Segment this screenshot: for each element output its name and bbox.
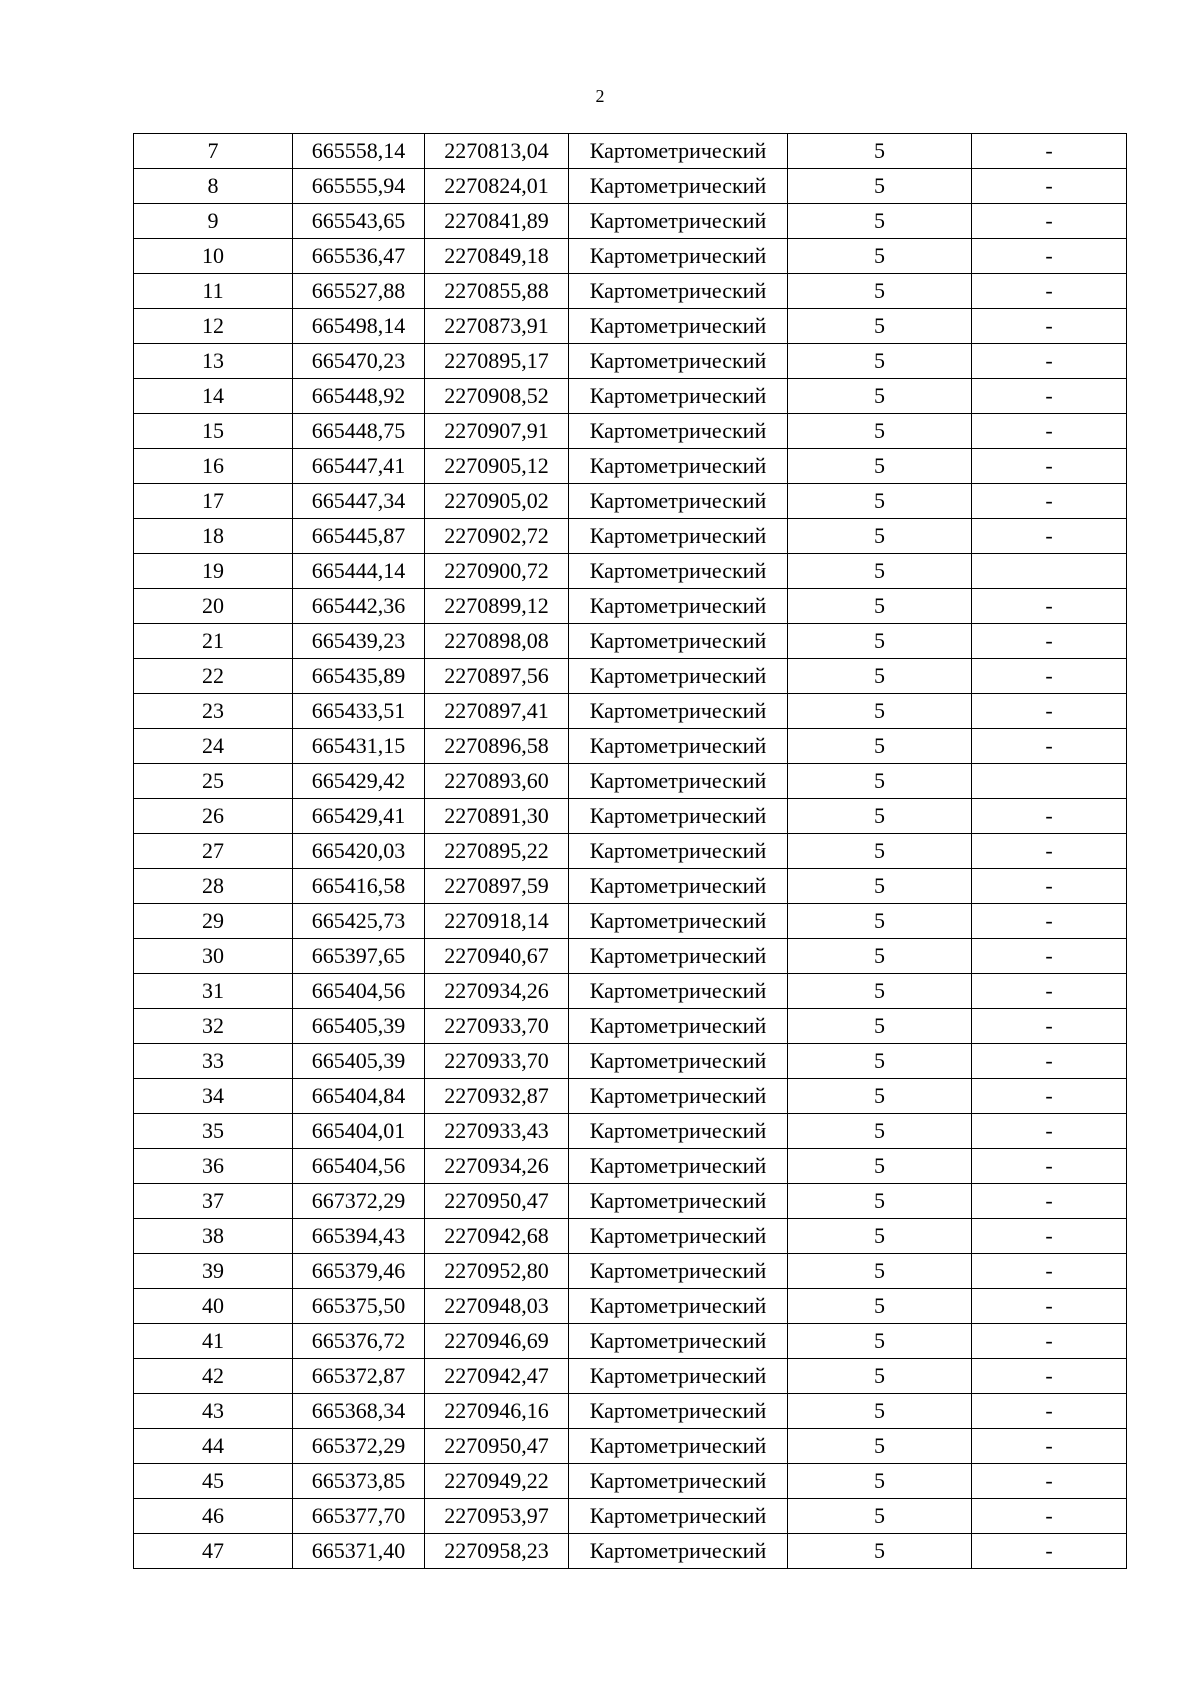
note-cell: -: [972, 1114, 1127, 1149]
x-coordinate-cell: 665442,36: [293, 589, 425, 624]
point-number-cell: 9: [134, 204, 293, 239]
accuracy-cell: 5: [788, 799, 972, 834]
x-coordinate-cell: 665397,65: [293, 939, 425, 974]
accuracy-cell: 5: [788, 519, 972, 554]
y-coordinate-cell: 2270940,67: [425, 939, 569, 974]
note-cell: -: [972, 519, 1127, 554]
x-coordinate-cell: 665368,34: [293, 1394, 425, 1429]
coordinates-table: [133, 133, 1127, 1569]
x-coordinate-cell: 665429,42: [293, 764, 425, 799]
method-cell: Картометрический: [569, 904, 788, 939]
point-number-cell: 36: [134, 1149, 293, 1184]
accuracy-cell: 5: [788, 1394, 972, 1429]
accuracy-cell: 5: [788, 1464, 972, 1499]
x-coordinate-cell: 665439,23: [293, 624, 425, 659]
x-coordinate-cell: 665445,87: [293, 519, 425, 554]
x-coordinate-cell: 665372,29: [293, 1429, 425, 1464]
note-cell: -: [972, 274, 1127, 309]
x-coordinate-cell: 665555,94: [293, 169, 425, 204]
accuracy-cell: 5: [788, 449, 972, 484]
x-coordinate-cell: 665404,84: [293, 1079, 425, 1114]
x-coordinate-cell: 665527,88: [293, 274, 425, 309]
table-row: [134, 484, 1127, 519]
y-coordinate-cell: 2270824,01: [425, 169, 569, 204]
y-coordinate-cell: 2270952,80: [425, 1254, 569, 1289]
y-coordinate-cell: 2270841,89: [425, 204, 569, 239]
note-cell: [972, 554, 1127, 589]
y-coordinate-cell: 2270895,17: [425, 344, 569, 379]
x-coordinate-cell: 665405,39: [293, 1044, 425, 1079]
accuracy-cell: 5: [788, 974, 972, 1009]
x-coordinate-cell: 665371,40: [293, 1534, 425, 1569]
point-number-cell: 35: [134, 1114, 293, 1149]
accuracy-cell: 5: [788, 659, 972, 694]
y-coordinate-cell: 2270898,08: [425, 624, 569, 659]
point-number-cell: 12: [134, 309, 293, 344]
accuracy-cell: 5: [788, 939, 972, 974]
point-number-cell: 39: [134, 1254, 293, 1289]
note-cell: -: [972, 1009, 1127, 1044]
table-row: [134, 134, 1127, 169]
x-coordinate-cell: 667372,29: [293, 1184, 425, 1219]
y-coordinate-cell: 2270918,14: [425, 904, 569, 939]
accuracy-cell: 5: [788, 834, 972, 869]
y-coordinate-cell: 2270946,16: [425, 1394, 569, 1429]
y-coordinate-cell: 2270899,12: [425, 589, 569, 624]
note-cell: -: [972, 204, 1127, 239]
accuracy-cell: 5: [788, 554, 972, 589]
point-number-cell: 13: [134, 344, 293, 379]
accuracy-cell: 5: [788, 1009, 972, 1044]
x-coordinate-cell: 665405,39: [293, 1009, 425, 1044]
accuracy-cell: 5: [788, 1044, 972, 1079]
note-cell: -: [972, 379, 1127, 414]
x-coordinate-cell: 665420,03: [293, 834, 425, 869]
note-cell: [972, 764, 1127, 799]
y-coordinate-cell: 2270891,30: [425, 799, 569, 834]
point-number-cell: 20: [134, 589, 293, 624]
method-cell: Картометрический: [569, 344, 788, 379]
accuracy-cell: 5: [788, 1499, 972, 1534]
accuracy-cell: 5: [788, 1429, 972, 1464]
table-row: [134, 1394, 1127, 1429]
point-number-cell: 10: [134, 239, 293, 274]
table-row: [134, 1149, 1127, 1184]
x-coordinate-cell: 665404,56: [293, 974, 425, 1009]
y-coordinate-cell: 2270893,60: [425, 764, 569, 799]
accuracy-cell: 5: [788, 134, 972, 169]
table-row: [134, 169, 1127, 204]
note-cell: -: [972, 414, 1127, 449]
method-cell: Картометрический: [569, 1324, 788, 1359]
accuracy-cell: 5: [788, 1289, 972, 1324]
note-cell: -: [972, 1044, 1127, 1079]
y-coordinate-cell: 2270942,68: [425, 1219, 569, 1254]
method-cell: Картометрический: [569, 134, 788, 169]
table-row: [134, 1254, 1127, 1289]
y-coordinate-cell: 2270897,41: [425, 694, 569, 729]
note-cell: -: [972, 1149, 1127, 1184]
x-coordinate-cell: 665377,70: [293, 1499, 425, 1534]
accuracy-cell: 5: [788, 274, 972, 309]
y-coordinate-cell: 2270897,59: [425, 869, 569, 904]
table-row: [134, 1324, 1127, 1359]
note-cell: -: [972, 1254, 1127, 1289]
x-coordinate-cell: 665425,73: [293, 904, 425, 939]
y-coordinate-cell: 2270934,26: [425, 974, 569, 1009]
table-row: [134, 1044, 1127, 1079]
accuracy-cell: 5: [788, 1149, 972, 1184]
table-row: [134, 799, 1127, 834]
accuracy-cell: 5: [788, 239, 972, 274]
accuracy-cell: 5: [788, 1184, 972, 1219]
y-coordinate-cell: 2270905,02: [425, 484, 569, 519]
note-cell: -: [972, 799, 1127, 834]
method-cell: Картометрический: [569, 939, 788, 974]
note-cell: -: [972, 449, 1127, 484]
accuracy-cell: 5: [788, 1219, 972, 1254]
method-cell: Картометрический: [569, 379, 788, 414]
method-cell: Картометрический: [569, 449, 788, 484]
point-number-cell: 8: [134, 169, 293, 204]
table-row: [134, 1359, 1127, 1394]
x-coordinate-cell: 665536,47: [293, 239, 425, 274]
accuracy-cell: 5: [788, 309, 972, 344]
method-cell: Картометрический: [569, 764, 788, 799]
x-coordinate-cell: 665447,41: [293, 449, 425, 484]
point-number-cell: 16: [134, 449, 293, 484]
point-number-cell: 21: [134, 624, 293, 659]
accuracy-cell: 5: [788, 1079, 972, 1114]
method-cell: Картометрический: [569, 1184, 788, 1219]
method-cell: Картометрический: [569, 834, 788, 869]
point-number-cell: 18: [134, 519, 293, 554]
method-cell: Картометрический: [569, 239, 788, 274]
y-coordinate-cell: 2270958,23: [425, 1534, 569, 1569]
x-coordinate-cell: 665431,15: [293, 729, 425, 764]
x-coordinate-cell: 665558,14: [293, 134, 425, 169]
accuracy-cell: 5: [788, 344, 972, 379]
x-coordinate-cell: 665448,92: [293, 379, 425, 414]
table-row: [134, 659, 1127, 694]
y-coordinate-cell: 2270905,12: [425, 449, 569, 484]
y-coordinate-cell: 2270950,47: [425, 1184, 569, 1219]
point-number-cell: 24: [134, 729, 293, 764]
x-coordinate-cell: 665376,72: [293, 1324, 425, 1359]
point-number-cell: 29: [134, 904, 293, 939]
note-cell: -: [972, 1534, 1127, 1569]
page-number: 2: [595, 86, 605, 106]
method-cell: Картометрический: [569, 1464, 788, 1499]
table-row: [134, 1114, 1127, 1149]
note-cell: -: [972, 344, 1127, 379]
x-coordinate-cell: 665375,50: [293, 1289, 425, 1324]
accuracy-cell: 5: [788, 729, 972, 764]
accuracy-cell: 5: [788, 414, 972, 449]
accuracy-cell: 5: [788, 694, 972, 729]
table-row: [134, 1499, 1127, 1534]
table-row: [134, 309, 1127, 344]
y-coordinate-cell: 2270932,87: [425, 1079, 569, 1114]
point-number-cell: 33: [134, 1044, 293, 1079]
point-number-cell: 25: [134, 764, 293, 799]
method-cell: Картометрический: [569, 1429, 788, 1464]
method-cell: Картометрический: [569, 659, 788, 694]
method-cell: Картометрический: [569, 1219, 788, 1254]
point-number-cell: 37: [134, 1184, 293, 1219]
x-coordinate-cell: 665429,41: [293, 799, 425, 834]
note-cell: -: [972, 1219, 1127, 1254]
accuracy-cell: 5: [788, 764, 972, 799]
table-row: [134, 1464, 1127, 1499]
point-number-cell: 26: [134, 799, 293, 834]
point-number-cell: 41: [134, 1324, 293, 1359]
table-row: [134, 869, 1127, 904]
y-coordinate-cell: 2270950,47: [425, 1429, 569, 1464]
accuracy-cell: 5: [788, 1324, 972, 1359]
point-number-cell: 19: [134, 554, 293, 589]
accuracy-cell: 5: [788, 869, 972, 904]
y-coordinate-cell: 2270946,69: [425, 1324, 569, 1359]
note-cell: -: [972, 1429, 1127, 1464]
table-row: [134, 554, 1127, 589]
method-cell: Картометрический: [569, 554, 788, 589]
table-row: [134, 729, 1127, 764]
note-cell: -: [972, 589, 1127, 624]
point-number-cell: 15: [134, 414, 293, 449]
point-number-cell: 45: [134, 1464, 293, 1499]
accuracy-cell: 5: [788, 904, 972, 939]
y-coordinate-cell: 2270849,18: [425, 239, 569, 274]
point-number-cell: 14: [134, 379, 293, 414]
y-coordinate-cell: 2270907,91: [425, 414, 569, 449]
method-cell: Картометрический: [569, 414, 788, 449]
table-row: [134, 589, 1127, 624]
note-cell: -: [972, 1184, 1127, 1219]
accuracy-cell: 5: [788, 1534, 972, 1569]
x-coordinate-cell: 665448,75: [293, 414, 425, 449]
method-cell: Картометрический: [569, 694, 788, 729]
y-coordinate-cell: 2270813,04: [425, 134, 569, 169]
method-cell: Картометрический: [569, 1254, 788, 1289]
accuracy-cell: 5: [788, 624, 972, 659]
x-coordinate-cell: 665404,56: [293, 1149, 425, 1184]
point-number-cell: 27: [134, 834, 293, 869]
method-cell: Картометрический: [569, 729, 788, 764]
accuracy-cell: 5: [788, 589, 972, 624]
point-number-cell: 31: [134, 974, 293, 1009]
table-row: [134, 1219, 1127, 1254]
table-row: [134, 1289, 1127, 1324]
method-cell: Картометрический: [569, 274, 788, 309]
x-coordinate-cell: 665416,58: [293, 869, 425, 904]
table-row: [134, 764, 1127, 799]
note-cell: -: [972, 134, 1127, 169]
y-coordinate-cell: 2270948,03: [425, 1289, 569, 1324]
point-number-cell: 11: [134, 274, 293, 309]
point-number-cell: 38: [134, 1219, 293, 1254]
note-cell: -: [972, 484, 1127, 519]
note-cell: -: [972, 659, 1127, 694]
table-row: [134, 1079, 1127, 1114]
coordinates-table-body: [134, 134, 1127, 1569]
method-cell: Картометрический: [569, 974, 788, 1009]
point-number-cell: 7: [134, 134, 293, 169]
note-cell: -: [972, 1289, 1127, 1324]
note-cell: -: [972, 974, 1127, 1009]
note-cell: -: [972, 169, 1127, 204]
note-cell: -: [972, 1499, 1127, 1534]
y-coordinate-cell: 2270933,70: [425, 1009, 569, 1044]
method-cell: Картометрический: [569, 309, 788, 344]
accuracy-cell: 5: [788, 1254, 972, 1289]
accuracy-cell: 5: [788, 1359, 972, 1394]
note-cell: -: [972, 1464, 1127, 1499]
x-coordinate-cell: 665498,14: [293, 309, 425, 344]
method-cell: Картометрический: [569, 1114, 788, 1149]
table-row: [134, 694, 1127, 729]
method-cell: Картометрический: [569, 1149, 788, 1184]
x-coordinate-cell: 665394,43: [293, 1219, 425, 1254]
note-cell: -: [972, 1079, 1127, 1114]
accuracy-cell: 5: [788, 204, 972, 239]
note-cell: -: [972, 904, 1127, 939]
x-coordinate-cell: 665372,87: [293, 1359, 425, 1394]
x-coordinate-cell: 665373,85: [293, 1464, 425, 1499]
note-cell: -: [972, 834, 1127, 869]
table-row: [134, 449, 1127, 484]
table-row: [134, 239, 1127, 274]
note-cell: -: [972, 1324, 1127, 1359]
y-coordinate-cell: 2270953,97: [425, 1499, 569, 1534]
x-coordinate-cell: 665543,65: [293, 204, 425, 239]
point-number-cell: 32: [134, 1009, 293, 1044]
x-coordinate-cell: 665447,34: [293, 484, 425, 519]
x-coordinate-cell: 665379,46: [293, 1254, 425, 1289]
y-coordinate-cell: 2270933,43: [425, 1114, 569, 1149]
table-row: [134, 1009, 1127, 1044]
y-coordinate-cell: 2270895,22: [425, 834, 569, 869]
point-number-cell: 44: [134, 1429, 293, 1464]
table-row: [134, 624, 1127, 659]
accuracy-cell: 5: [788, 1114, 972, 1149]
y-coordinate-cell: 2270896,58: [425, 729, 569, 764]
note-cell: -: [972, 239, 1127, 274]
x-coordinate-cell: 665470,23: [293, 344, 425, 379]
y-coordinate-cell: 2270873,91: [425, 309, 569, 344]
note-cell: -: [972, 939, 1127, 974]
note-cell: -: [972, 624, 1127, 659]
method-cell: Картометрический: [569, 1044, 788, 1079]
y-coordinate-cell: 2270908,52: [425, 379, 569, 414]
y-coordinate-cell: 2270855,88: [425, 274, 569, 309]
table-row: [134, 1184, 1127, 1219]
y-coordinate-cell: 2270949,22: [425, 1464, 569, 1499]
point-number-cell: 17: [134, 484, 293, 519]
method-cell: Картометрический: [569, 1009, 788, 1044]
method-cell: Картометрический: [569, 1079, 788, 1114]
method-cell: Картометрический: [569, 1499, 788, 1534]
method-cell: Картометрический: [569, 204, 788, 239]
method-cell: Картометрический: [569, 1394, 788, 1429]
note-cell: -: [972, 1394, 1127, 1429]
y-coordinate-cell: 2270933,70: [425, 1044, 569, 1079]
note-cell: -: [972, 1359, 1127, 1394]
method-cell: Картометрический: [569, 869, 788, 904]
point-number-cell: 28: [134, 869, 293, 904]
method-cell: Картометрический: [569, 799, 788, 834]
method-cell: Картометрический: [569, 589, 788, 624]
y-coordinate-cell: 2270942,47: [425, 1359, 569, 1394]
method-cell: Картометрический: [569, 484, 788, 519]
method-cell: Картометрический: [569, 624, 788, 659]
table-row: [134, 414, 1127, 449]
accuracy-cell: 5: [788, 379, 972, 414]
point-number-cell: 46: [134, 1499, 293, 1534]
x-coordinate-cell: 665404,01: [293, 1114, 425, 1149]
point-number-cell: 42: [134, 1359, 293, 1394]
table-row: [134, 344, 1127, 379]
method-cell: Картометрический: [569, 1534, 788, 1569]
x-coordinate-cell: 665435,89: [293, 659, 425, 694]
accuracy-cell: 5: [788, 169, 972, 204]
table-row: [134, 904, 1127, 939]
table-row: [134, 204, 1127, 239]
note-cell: -: [972, 694, 1127, 729]
point-number-cell: 23: [134, 694, 293, 729]
method-cell: Картометрический: [569, 169, 788, 204]
point-number-cell: 30: [134, 939, 293, 974]
point-number-cell: 47: [134, 1534, 293, 1569]
note-cell: -: [972, 869, 1127, 904]
table-row: [134, 379, 1127, 414]
method-cell: Картометрический: [569, 519, 788, 554]
point-number-cell: 34: [134, 1079, 293, 1114]
x-coordinate-cell: 665444,14: [293, 554, 425, 589]
point-number-cell: 22: [134, 659, 293, 694]
y-coordinate-cell: 2270934,26: [425, 1149, 569, 1184]
y-coordinate-cell: 2270900,72: [425, 554, 569, 589]
y-coordinate-cell: 2270902,72: [425, 519, 569, 554]
point-number-cell: 43: [134, 1394, 293, 1429]
accuracy-cell: 5: [788, 484, 972, 519]
table-row: [134, 834, 1127, 869]
point-number-cell: 40: [134, 1289, 293, 1324]
table-row: [134, 974, 1127, 1009]
note-cell: -: [972, 309, 1127, 344]
table-row: [134, 274, 1127, 309]
table-row: [134, 1534, 1127, 1569]
x-coordinate-cell: 665433,51: [293, 694, 425, 729]
method-cell: Картометрический: [569, 1289, 788, 1324]
y-coordinate-cell: 2270897,56: [425, 659, 569, 694]
method-cell: Картометрический: [569, 1359, 788, 1394]
table-row: [134, 519, 1127, 554]
note-cell: -: [972, 729, 1127, 764]
table-row: [134, 1429, 1127, 1464]
table-row: [134, 939, 1127, 974]
